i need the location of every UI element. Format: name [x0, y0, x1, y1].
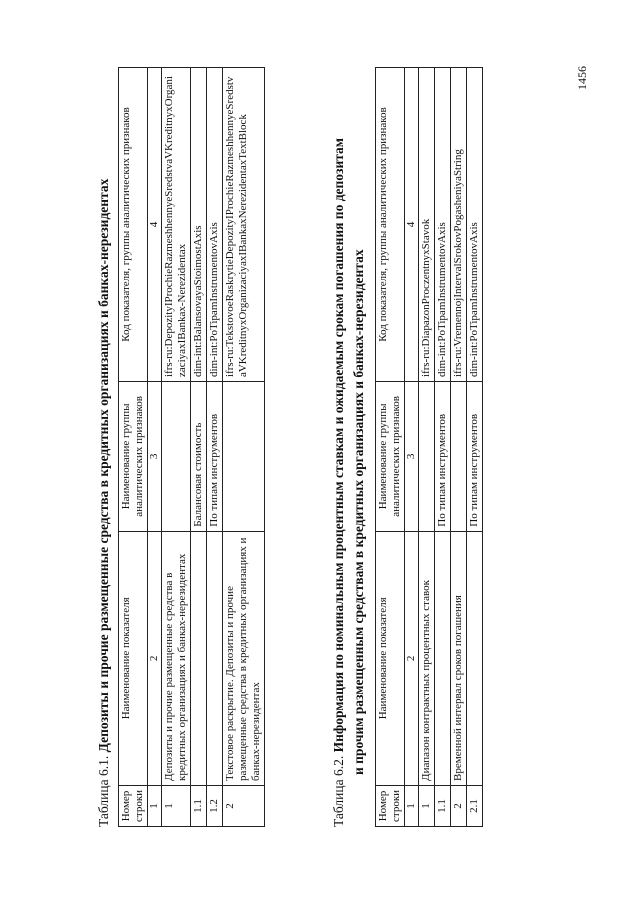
table1-header-row: [119, 68, 148, 827]
table2-caption-prefix: Таблица 6.2.: [331, 752, 346, 827]
table2-caption-title-line2: и прочим размещенным средствам в кредитных организациях и банках-нерезидентах: [351, 249, 366, 775]
table-row: [207, 68, 223, 827]
indicator-code: ifrs-ru:TekstovoeRaskrytieDepozityIProchieRazmeshhennyeSredstvaVKreditnyxOrganizaciyaxIBankaxNerezidentaxTextBlock: [223, 68, 265, 382]
indicator-name: Депозиты и прочие размещенные средства в кредитных организациях и банках-нерезидентах: [162, 531, 191, 785]
table2-header-cell: Код показателя, группы аналитических признаков: [376, 68, 405, 382]
group-name: Балансовая стоимость: [191, 382, 207, 532]
group-name: [451, 382, 467, 532]
table2-header-cell: Наименование группы аналитических признаков: [376, 382, 405, 532]
table2-index-cell: 2: [405, 531, 419, 785]
table2-header-cell: Номер строки: [376, 785, 405, 826]
table2: [375, 67, 483, 827]
row-number: 1: [419, 785, 435, 826]
table1-index-cell: 4: [148, 68, 162, 382]
table-row: [419, 68, 435, 827]
table2-index-cell: 3: [405, 382, 419, 532]
page-number: 1456: [575, 66, 589, 90]
indicator-name: [207, 531, 223, 785]
row-number: 2.1: [467, 785, 483, 826]
indicator-name: [435, 531, 451, 785]
table2-index-cell: 1: [405, 785, 419, 826]
indicator-code: ifrs-ru:DepozityIProchieRazmeshhennyeSredstvaVKreditnyxOrganizaciyaxIBankax-Nerezidentax: [162, 68, 191, 382]
table1-header-cell: Наименование показателя: [119, 531, 148, 785]
table2-caption: [330, 138, 348, 827]
table1-index-cell: 1: [148, 785, 162, 826]
table-row: [435, 68, 451, 827]
indicator-code: dim-int:PoTipamInstrumentovAxis: [435, 68, 451, 382]
row-number: 1.1: [191, 785, 207, 826]
indicator-code: ifrs-ru:VremennojIntervalSrokovPogasheniyaString: [451, 68, 467, 382]
table2-header-cell: Наименование показателя: [376, 531, 405, 785]
indicator-name: [191, 531, 207, 785]
table1-header-cell: Наименование группы аналитических признаков: [119, 382, 148, 532]
row-number: 1: [162, 785, 191, 826]
row-number: 2: [223, 785, 265, 826]
group-name: По типам инструментов: [435, 382, 451, 532]
table-row: [162, 68, 191, 827]
table2-index-row: [405, 68, 419, 827]
table1-caption-prefix: Таблица 6.1.: [96, 752, 111, 827]
table1-header-cell: Номер строки: [119, 785, 148, 826]
table-row: [223, 68, 265, 827]
row-number: 1.2: [207, 785, 223, 826]
table2-caption-line2: [350, 249, 368, 775]
indicator-code: ifrs-ru:DiapazonProczentnyxStavok: [419, 68, 435, 382]
table1-index-cell: 3: [148, 382, 162, 532]
group-name: По типам инструментов: [207, 382, 223, 532]
indicator-code: dim-int:PoTipamInstrumentovAxis: [207, 68, 223, 382]
table-row: [451, 68, 467, 827]
indicator-name: [467, 531, 483, 785]
group-name: [223, 382, 265, 532]
group-name: [419, 382, 435, 532]
group-name: По типам инструментов: [467, 382, 483, 532]
table2-caption-title-line1: Информация по номинальным процентным ставкам и ожидаемым срокам погашения по депозитам: [331, 137, 346, 753]
indicator-name: Текстовое раскрытие. Депозиты и прочие размещенные средства в кредитных организациях и банках-нерезидентах: [223, 531, 265, 785]
row-number: 1.1: [435, 785, 451, 826]
table2-index-cell: 4: [405, 68, 419, 382]
indicator-name: Временной интервал сроков погашения: [451, 531, 467, 785]
table1-caption-title: Депозиты и прочие размещенные средства в кредитных организациях и банках-нерезидентах: [96, 178, 111, 753]
table1-caption: [95, 179, 113, 827]
indicator-name: Диапазон контрактных процентных ставок: [419, 531, 435, 785]
table1-index-cell: 2: [148, 531, 162, 785]
indicator-code: dim-int:BalansovayaStoimostAxis: [191, 68, 207, 382]
table-row: [467, 68, 483, 827]
table2-header-row: [376, 68, 405, 827]
table1-header-cell: Код показателя, группы аналитических признаков: [119, 68, 148, 382]
table-row: [191, 68, 207, 827]
indicator-code: dim-int:PoTipamInstrumentovAxis: [467, 68, 483, 382]
table1: [118, 67, 265, 827]
table1-index-row: [148, 68, 162, 827]
group-name: [162, 382, 191, 532]
row-number: 2: [451, 785, 467, 826]
